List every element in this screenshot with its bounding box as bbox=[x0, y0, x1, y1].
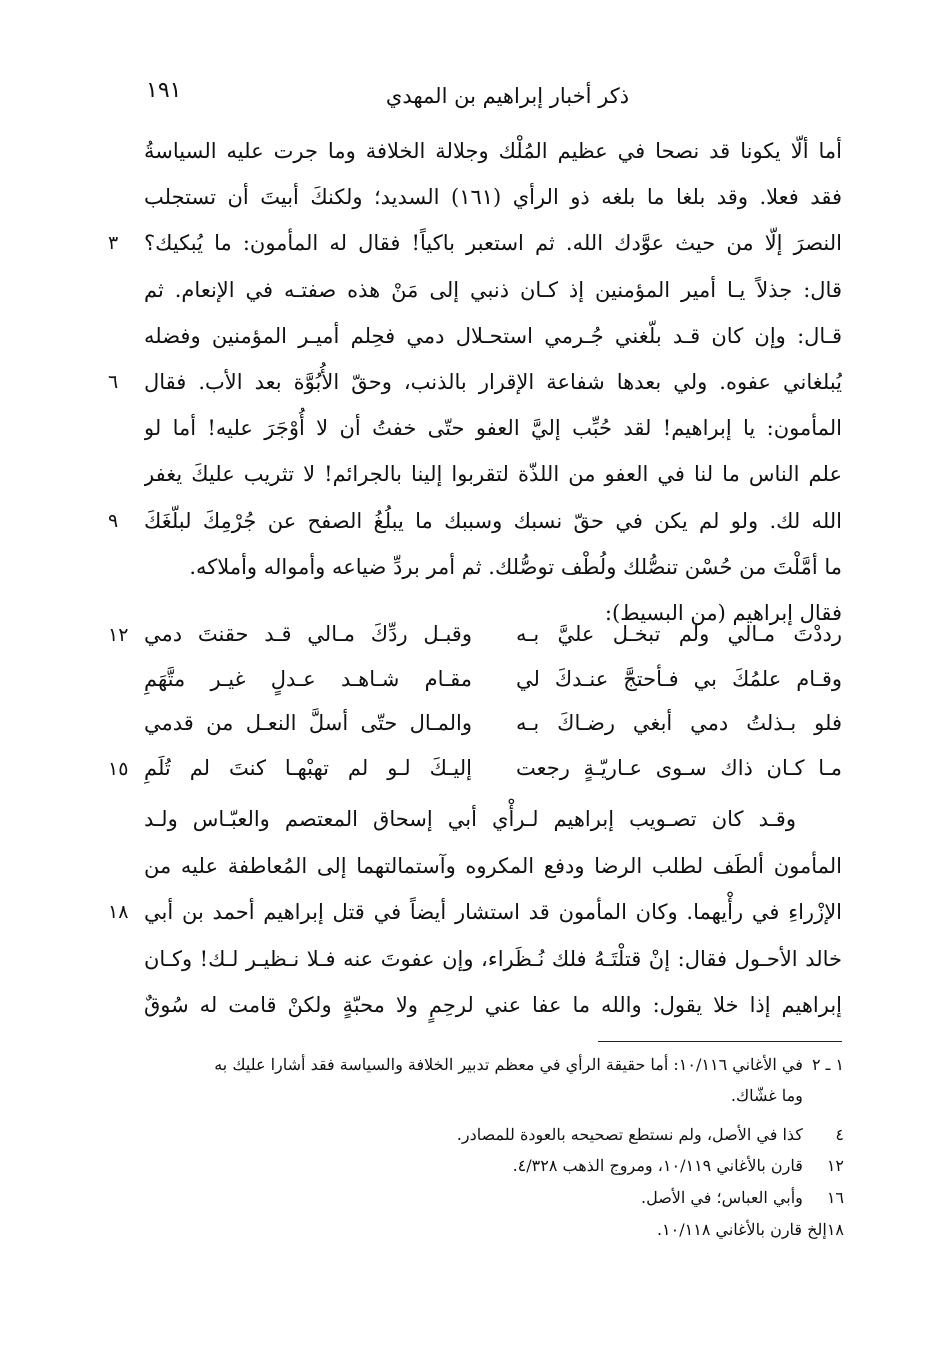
verse-second-hemistich: مقـام شـاهـد عـدلٍ غيـر متَّهَمِ bbox=[144, 667, 472, 691]
running-header: ذكر أخبار إبراهيم بن المهدي bbox=[385, 84, 630, 108]
verse-second-hemistich: والمـال حتّى أسلَّ النعـل من قدمي bbox=[144, 711, 472, 735]
line-number: ١٢ bbox=[108, 624, 129, 646]
footnote-text: كذا في الأصل، ولم نستطع تصحيحه بالعودة للمصادر. bbox=[456, 1125, 808, 1144]
footnote bbox=[150, 1183, 844, 1213]
verse-second-hemistich: إليـكَ لـو لم تهبْهـا كنتَ لم تُلَمِ bbox=[144, 756, 472, 780]
text-line: يُبلغاني عفوه. ولي بعدها شفاعة الإقرار بالذنب، وحقّ الأُبُوَّة بعد الأب. فقال bbox=[144, 370, 842, 394]
footnote-number: ١٨إلخ bbox=[807, 1220, 844, 1239]
text-line: وقـد كان تصـويب إبراهيم لـرأْي أبي إسحاق المعتصم والعبّـاس ولـد bbox=[144, 807, 796, 831]
text-line: فقال إبراهيم (من البسيط): bbox=[604, 601, 842, 625]
footnote-text: قارن بالأغاني ١٠/١١٩، ومروج الذهب ٤/٣٢٨. bbox=[512, 1156, 808, 1175]
line-number: ١٥ bbox=[108, 758, 129, 780]
text-line: ما أمَّلْتَ من حُسْن تنصُّلك ولُطْف توصُّلك. ثم أمر بردِّ ضياعه وأمواله وأملاكه. bbox=[189, 555, 842, 579]
footnote bbox=[150, 1120, 844, 1150]
verse-row bbox=[144, 612, 842, 656]
text-line: قـال: وإن كان قـد بلّغني جُـرمي استحـلال دمي فحِلم أميـر المؤمنين وفضله bbox=[144, 324, 842, 348]
verse-second-hemistich: وقبـل ردِّكَ مـالي قـد حقنتَ دمي bbox=[144, 622, 472, 646]
verse-row bbox=[144, 746, 842, 790]
line-number: ٦ bbox=[108, 371, 119, 393]
text-line: إبراهيم إذا خلا يقول: والله ما عفا عني لرحِمٍ ولا محبّةٍ ولكنْ قامت له سُوقٌ bbox=[144, 993, 842, 1017]
footnote-number: ١ ـ ٢ bbox=[811, 1055, 844, 1074]
footnote-text: قارن بالأغاني ١٠/١١٨. bbox=[656, 1220, 808, 1239]
footnote-text: في الأغاني ١٠/١١٦: أما حقيقة الرأي في معظم تدبير الخلافة والسياسة فقد أشارا عليك به bbox=[214, 1055, 808, 1074]
verse-first-hemistich: وقـام علمُكَ بي فـأحتجَّ عنـدكَ لي bbox=[516, 667, 842, 691]
footnote bbox=[150, 1050, 844, 1080]
text-line: المأمون ألطَف لطلب الرضا ودفع المكروه وآستمالتهما إلى المُعاطفة عليه من bbox=[144, 854, 842, 878]
verse-first-hemistich: مـا كـان ذاك سـوى عـاريّـةٍ رجعت bbox=[516, 756, 842, 780]
verse-row bbox=[144, 701, 842, 745]
text-line: خالد الأحـول فقال: إنْ قتلْتَـهُ فلك نُـظَراء، وإن عفوتَ عنه فـلا نـظيـر لـك! وكـان bbox=[144, 947, 842, 971]
text-line: الله لك. ولو لم يكن في حقّ نسبك وسببك ما يبلُغُ الصفح عن جُرْمِكَ لبلّغَكَ bbox=[144, 509, 842, 533]
page-number: ١٩١ bbox=[146, 78, 182, 103]
footnote-number: ١٦ bbox=[826, 1188, 844, 1207]
footnote-number: ١٢ bbox=[826, 1156, 844, 1175]
footnote bbox=[150, 1081, 844, 1111]
text-line: النصرَ إلّا من حيث عوَّدك الله. ثم استعبر باكياً! فقال له المأمون: ما يُبكيك؟ bbox=[144, 231, 842, 255]
verse-row bbox=[144, 657, 842, 701]
footnote-text: وأبي العباس؛ في الأصل. bbox=[640, 1188, 808, 1207]
text-line: المأمون: يا إبراهيم! لقد حُبِّب إليَّ العفو حتّى خفتُ أن لا أُوْجَرَ عليه! أما لو bbox=[144, 416, 842, 440]
footnote-divider bbox=[598, 1041, 842, 1042]
verse-first-hemistich: رددْتَ مـالي ولم تبخـل عليَّ بـه bbox=[516, 622, 842, 646]
text-line: أما ألّا يكونا قد نصحا في عظيم المُلْك وجلالة الخلافة وما جرت عليه السياسةُ bbox=[144, 139, 842, 163]
text-line: فقد فعلا. وقد بلغا ما بلغه ذو الرأي (١٦١) السديد؛ ولكنكَ أبيتَ أن تستجلب bbox=[144, 185, 842, 209]
text-line: الإزْراءِ في رأْيهما. وكان المأمون قد استشار أيضاً في قتل إبراهيم أحمد بن أبي bbox=[144, 900, 842, 924]
footnote-number: ٤ bbox=[835, 1125, 844, 1144]
text-line: علم الناس ما لنا في العفو من اللذّة لتقربوا إلينا بالجرائم! لا تثريب عليكَ يغفر bbox=[144, 462, 842, 486]
footnote-text: وما غشّاك. bbox=[730, 1086, 808, 1105]
verse-first-hemistich: فلو بـذلتُ دمي أبغي رضـاكَ بـه bbox=[516, 711, 842, 735]
footnote bbox=[150, 1151, 844, 1181]
line-number: ٣ bbox=[108, 232, 119, 254]
text-line: قال: جذلاً يـا أمير المؤمنين إذ كـان ذنبي إلى مَنْ هذه صفتـه في الإنعام. ثم bbox=[144, 278, 842, 302]
line-number: ١٨ bbox=[108, 901, 129, 923]
line-number: ٩ bbox=[108, 510, 119, 532]
footnote bbox=[150, 1215, 844, 1245]
